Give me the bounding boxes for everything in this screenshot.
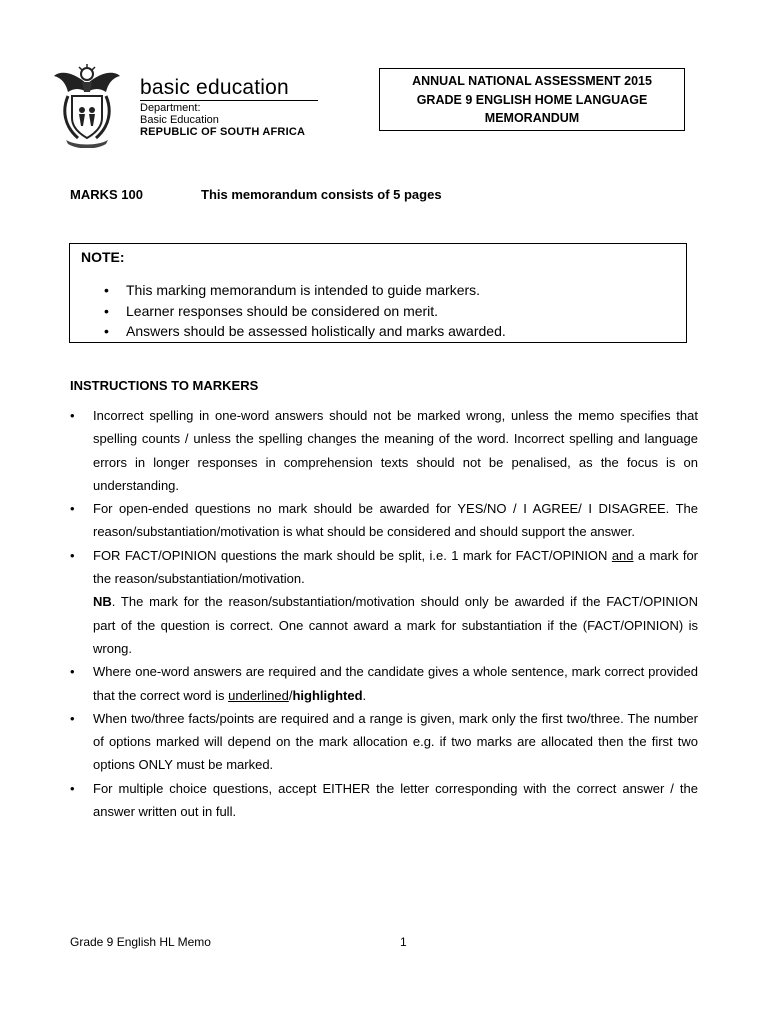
instruction-item-one-word	[70, 660, 698, 707]
country-name: REPUBLIC OF SOUTH AFRICA	[140, 126, 306, 138]
instruction-text: a mark for the reason/substantiation/motivation.	[93, 547, 699, 587]
underlined-and: and	[611, 547, 634, 563]
note-item: • Answers should be assessed holistically and marks awarded.	[104, 321, 506, 342]
note-list	[104, 280, 506, 342]
instructions-heading: INSTRUCTIONS TO MARKERS	[70, 378, 259, 393]
marks-total: MARKS 100	[70, 187, 143, 202]
department-name: Basic Education	[140, 114, 219, 126]
highlighted-word: highlighted	[292, 687, 363, 703]
instruction-item-range: • When two/three facts/points are required and a range is given, mark only the first two/three. The number of options marked will depend on the mark allocation e.g. if two marks are allocated then the first two options ONLY must be marked.	[70, 707, 698, 777]
note-item: • This marking memorandum is intended to guide markers.	[104, 280, 506, 301]
nb-label: NB	[93, 594, 112, 610]
instruction-text: FOR FACT/OPINION questions the mark should be split, i.e. 1 mark for FACT/OPINION	[93, 547, 612, 563]
marks-line	[70, 187, 442, 202]
department-label: Department:	[140, 102, 201, 114]
instructions-list	[70, 404, 698, 823]
instruction-item-fact-opinion	[70, 544, 698, 660]
title-line-1: ANNUAL NATIONAL ASSESSMENT 2015	[412, 74, 652, 88]
title-divider	[140, 100, 318, 101]
department-logo	[52, 62, 322, 150]
slash: /	[288, 687, 293, 703]
underlined-word: underlined	[228, 687, 289, 703]
footer-label: Grade 9 English HL Memo	[70, 935, 211, 949]
department-title: basic education	[140, 76, 289, 99]
note-item: • Learner responses should be considered on merit.	[104, 301, 506, 322]
instruction-text: Where one-word answers are required and the candidate gives a whole sentence, mark correct provided that the correct word is	[93, 664, 698, 703]
instruction-item-multiple-choice: • For multiple choice questions, accept EITHER the letter corresponding with the correct answer / the answer written out in full.	[70, 777, 698, 824]
note-title: NOTE:	[81, 249, 125, 265]
period: .	[362, 687, 367, 703]
instruction-item-open-ended: • For open-ended questions no mark should be awarded for YES/NO / I AGREE/ I DISAGREE. The reason/substantiation/motivation is what should be considered and should support the answer.	[70, 497, 698, 544]
title-line-2: GRADE 9 ENGLISH HOME LANGUAGE	[416, 92, 648, 107]
note-box	[69, 243, 687, 343]
instruction-text: . The mark for the reason/substantiation/motivation should only be awarded if the FACT/OPINION part of the question is correct. One cannot award a mark for substantiation if the (FACT/OPINION) is wrong.	[93, 594, 698, 656]
coat-of-arms-icon	[52, 62, 122, 148]
assessment-title-box	[379, 68, 685, 131]
title-line-3: MEMORANDUM	[484, 111, 580, 125]
instruction-item-spelling: • Incorrect spelling in one-word answers should not be marked wrong, unless the memo specifies that spelling counts / unless the spelling changes the meaning of the word. Incorrect spelling and language errors in longer responses in comprehension texts should not be penalised, as the focus is on understanding.	[70, 404, 698, 497]
page-number: 1	[400, 935, 407, 949]
page-count-text: This memorandum consists of 5 pages	[201, 187, 442, 202]
